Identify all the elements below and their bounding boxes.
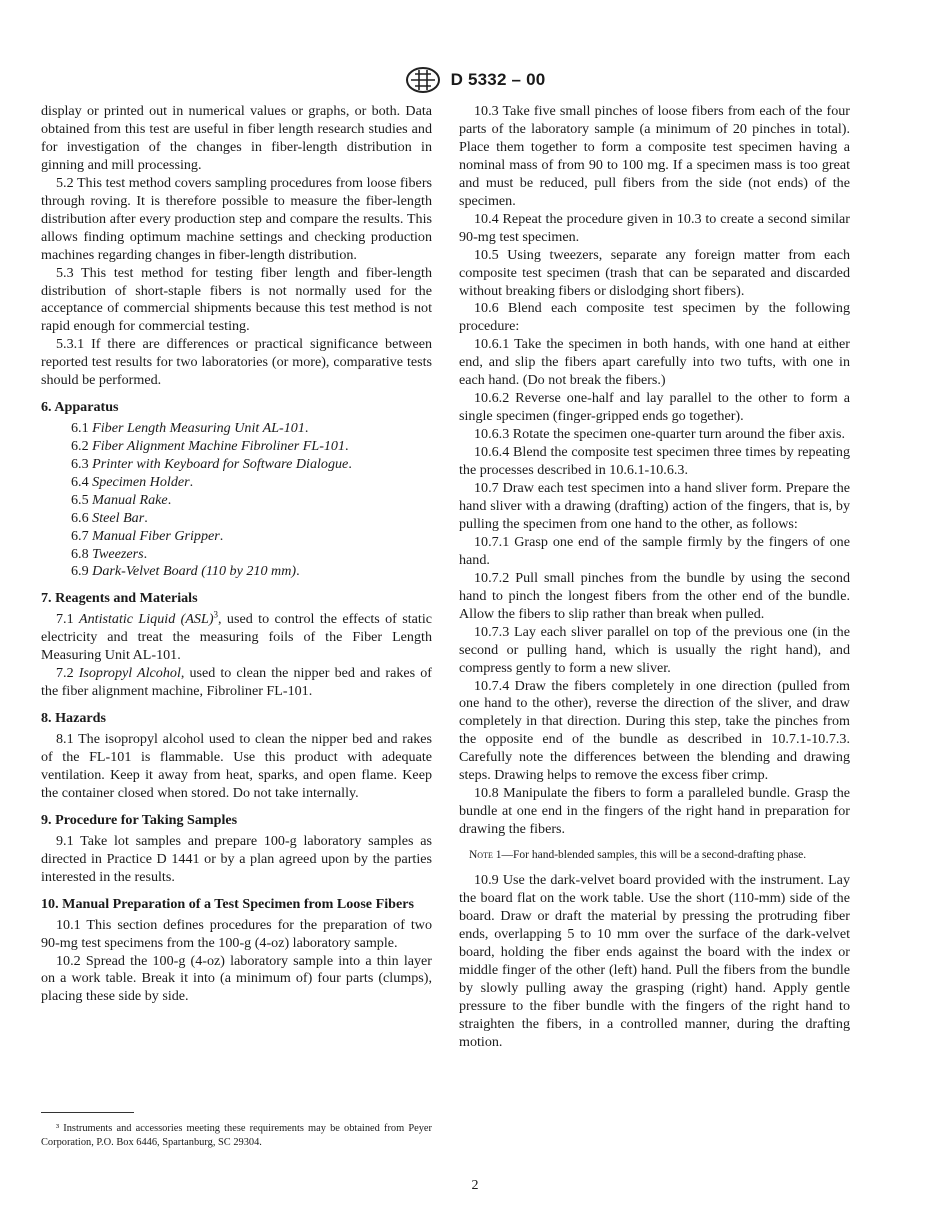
paragraph-7-2: 7.2 Isopropyl Alcohol, used to clean the nipper bed and rakes of the fiber alignment machine, Fibroliner FL-101. bbox=[41, 665, 432, 700]
paragraph-10-4: 10.4 Repeat the procedure given in 10.3 to create a second similar 90-mg test specimen. bbox=[459, 210, 850, 245]
paragraph-8-1: 8.1 The isopropyl alcohol used to clean the nipper bed and rakes of the FL-101 is flammable. Use this product with adequate ventilation. Keep it away from heat, sparks, and open flame. Keep the container closed when stored. Do not take internally. bbox=[41, 731, 432, 801]
apparatus-list bbox=[41, 420, 432, 581]
paragraph-10-1: 10.1 This section defines procedures for the preparation of two 90-mg test specimens from the 100-g (4-oz) laboratory sample. bbox=[41, 916, 432, 951]
paragraph-10-7: 10.7 Draw each test specimen into a hand sliver form. Prepare the hand sliver with a drawing (drafting) action of the fingers, that is, by pulling the specimen from one hand to the other, as follows: bbox=[459, 480, 850, 532]
paragraph-5-1-continued: display or printed out in numerical values or graphs, or both. Data obtained from this test are useful in fiber length research studies and for investigation of the changes in fiber-length distribution in ginning and mill processing. bbox=[41, 103, 432, 173]
paragraph-5-3-1: 5.3.1 If there are differences or practical significance between reported test results for two laboratories (or more), comparative tests should be performed. bbox=[41, 336, 432, 389]
section-heading-apparatus: 6. Apparatus bbox=[41, 399, 119, 416]
paragraph-10-7-2: 10.7.2 Pull small pinches from the bundle by using the second hand to pinch the longest fibers from the other end of the bundle. Allow the fibers to slip rather than break when pulled. bbox=[459, 569, 850, 622]
page-number: 2 bbox=[471, 1178, 479, 1193]
left-column bbox=[41, 103, 432, 1006]
paragraph-10-6: 10.6 Blend each composite test specimen by the following procedure: bbox=[459, 300, 850, 335]
apparatus-item: 6.7 Manual Fiber Gripper. bbox=[71, 527, 224, 544]
astm-logo-icon bbox=[405, 66, 441, 94]
apparatus-item: 6.9 Dark-Velvet Board (110 by 210 mm). bbox=[71, 563, 300, 580]
apparatus-item: 6.2 Fiber Alignment Machine Fibroliner FL-101. bbox=[71, 438, 349, 455]
footnote: ³ Instruments and accessories meeting these requirements may be obtained from Peyer Corporation, P.O. Box 6446, Spartanburg, SC 29304. bbox=[41, 1123, 432, 1148]
section-heading-reagents: 7. Reagents and Materials bbox=[41, 590, 198, 607]
paragraph-10-6-2: 10.6.2 Reverse one-half and lay parallel to the other to form a single specimen (finger-gripped ends go together). bbox=[459, 390, 850, 425]
apparatus-item: 6.3 Printer with Keyboard for Software Dialogue. bbox=[71, 456, 352, 473]
page-header bbox=[0, 66, 950, 94]
apparatus-item: 6.4 Specimen Holder. bbox=[71, 473, 194, 490]
paragraph-10-6-4: 10.6.4 Blend the composite test specimen three times by repeating the processes described in 10.6.1-10.6.3. bbox=[459, 444, 850, 479]
apparatus-item: 6.1 Fiber Length Measuring Unit AL-101. bbox=[71, 420, 309, 437]
section-heading-hazards: 8. Hazards bbox=[41, 710, 106, 727]
paragraph-7-1: 7.1 Antistatic Liquid (ASL)$^3$, used to control the effects of static electricity and treat the measuring foils of the Fiber Length Measuring Unit AL-101. bbox=[41, 609, 432, 664]
paragraph-10-3: 10.3 Take five small pinches of loose fibers from each of the four parts of the laboratory sample (a minimum of 20 pinches in total). Place them together to form a composite test specimen having a nominal mass of from 90 to 100 mg. If a specimen mass is too great and must be reduced, pull fibers from the side (not ends) of the specimen. bbox=[459, 103, 850, 209]
paragraph-9-1: 9.1 Take lot samples and prepare 100-g laboratory samples as directed in Practice D 1441 or by a plan agreed upon by the parties interested in the results. bbox=[41, 832, 432, 885]
apparatus-item: 6.6 Steel Bar. bbox=[71, 509, 148, 526]
apparatus-item: 6.8 Tweezers. bbox=[71, 545, 148, 562]
document-id: D 5332 – 00 bbox=[450, 70, 546, 89]
paragraph-5-2: 5.2 This test method covers sampling procedures from loose fibers through roving. It is therefore possible to measure the fiber-length distribution after every production step and compare the results. This allows finding optimum machine settings and checking production machines regarding changes in fiber-length distribution. bbox=[41, 174, 432, 263]
paragraph-10-2: 10.2 Spread the 100-g (4-oz) laboratory sample into a thin layer on a work table. Break it into (a minimum of) four parts (clumps), placing these side by side. bbox=[41, 952, 432, 1005]
right-column bbox=[459, 103, 850, 1052]
paragraph-10-6-3: 10.6.3 Rotate the specimen one-quarter turn around the fiber axis. bbox=[474, 426, 846, 443]
footnote-divider bbox=[41, 1112, 134, 1113]
section-heading-sampling: 9. Procedure for Taking Samples bbox=[41, 811, 238, 828]
note-1: Note 1—For hand-blended samples, this will be a second-drafting phase. bbox=[469, 849, 807, 862]
section-heading-manual-preparation: 10. Manual Preparation of a Test Specimen from Loose Fibers bbox=[41, 895, 414, 912]
paragraph-5-3: 5.3 This test method for testing fiber length and fiber-length distribution of short-staple fibers is not normally used for the acceptance of commercial shipments because this test method is not rapid enough for commercial testing. bbox=[41, 264, 432, 335]
paragraph-10-7-3: 10.7.3 Lay each sliver parallel on top of the previous one (in the second or pulling hand, which is usually the right hand), and compress gently to form a new sliver. bbox=[459, 623, 850, 676]
paragraph-10-5: 10.5 Using tweezers, separate any foreign matter from each composite test specimen (trash that can be separated and discarded without breaking fibers or dislodging short fibers). bbox=[459, 246, 850, 299]
paragraph-10-7-4: 10.7.4 Draw the fibers completely in one direction (pulled from one hand to the other), reverse the direction of the sliver, and draw completely in that direction. During this step, take the pinches from the opposite end of the bundle as described in 10.7.1-10.7.3. Carefully note the differences between the blending and drawing steps. Drawing helps to remove the excess fiber crimp. bbox=[459, 677, 850, 784]
paragraph-10-6-1: 10.6.1 Take the specimen in both hands, with one hand at either end, and slip the fibers apart carefully into two tufts, with one in each hand. (Do not break the fibers.) bbox=[459, 336, 850, 389]
paragraph-10-9: 10.9 Use the dark-velvet board provided with the instrument. Lay the board flat on the work table. Use the short (110-mm) side of the board. Draw or draft the material by pressing the protruding fiber ends, overlapping 5 to 10 mm over the surface of the dark-velvet board, holding the fiber ends against the board with the index or middle finger of the other (left) hand. Pull the fibers from the bundle by slowly pulling away the grasping (right) hand. Apply gentle pressure to the fiber bundle with the fingers of the right hand to straighten the fibers, in a controlled manner, during the drafting motion. bbox=[459, 872, 850, 1050]
apparatus-item: 6.5 Manual Rake. bbox=[71, 491, 172, 508]
paragraph-10-8: 10.8 Manipulate the fibers to form a paralleled bundle. Grasp the bundle at one end in the fingers of the right hand in preparation for drawing the fibers. bbox=[459, 785, 850, 838]
paragraph-10-7-1: 10.7.1 Grasp one end of the sample firmly by the fingers of one hand. bbox=[459, 533, 850, 568]
